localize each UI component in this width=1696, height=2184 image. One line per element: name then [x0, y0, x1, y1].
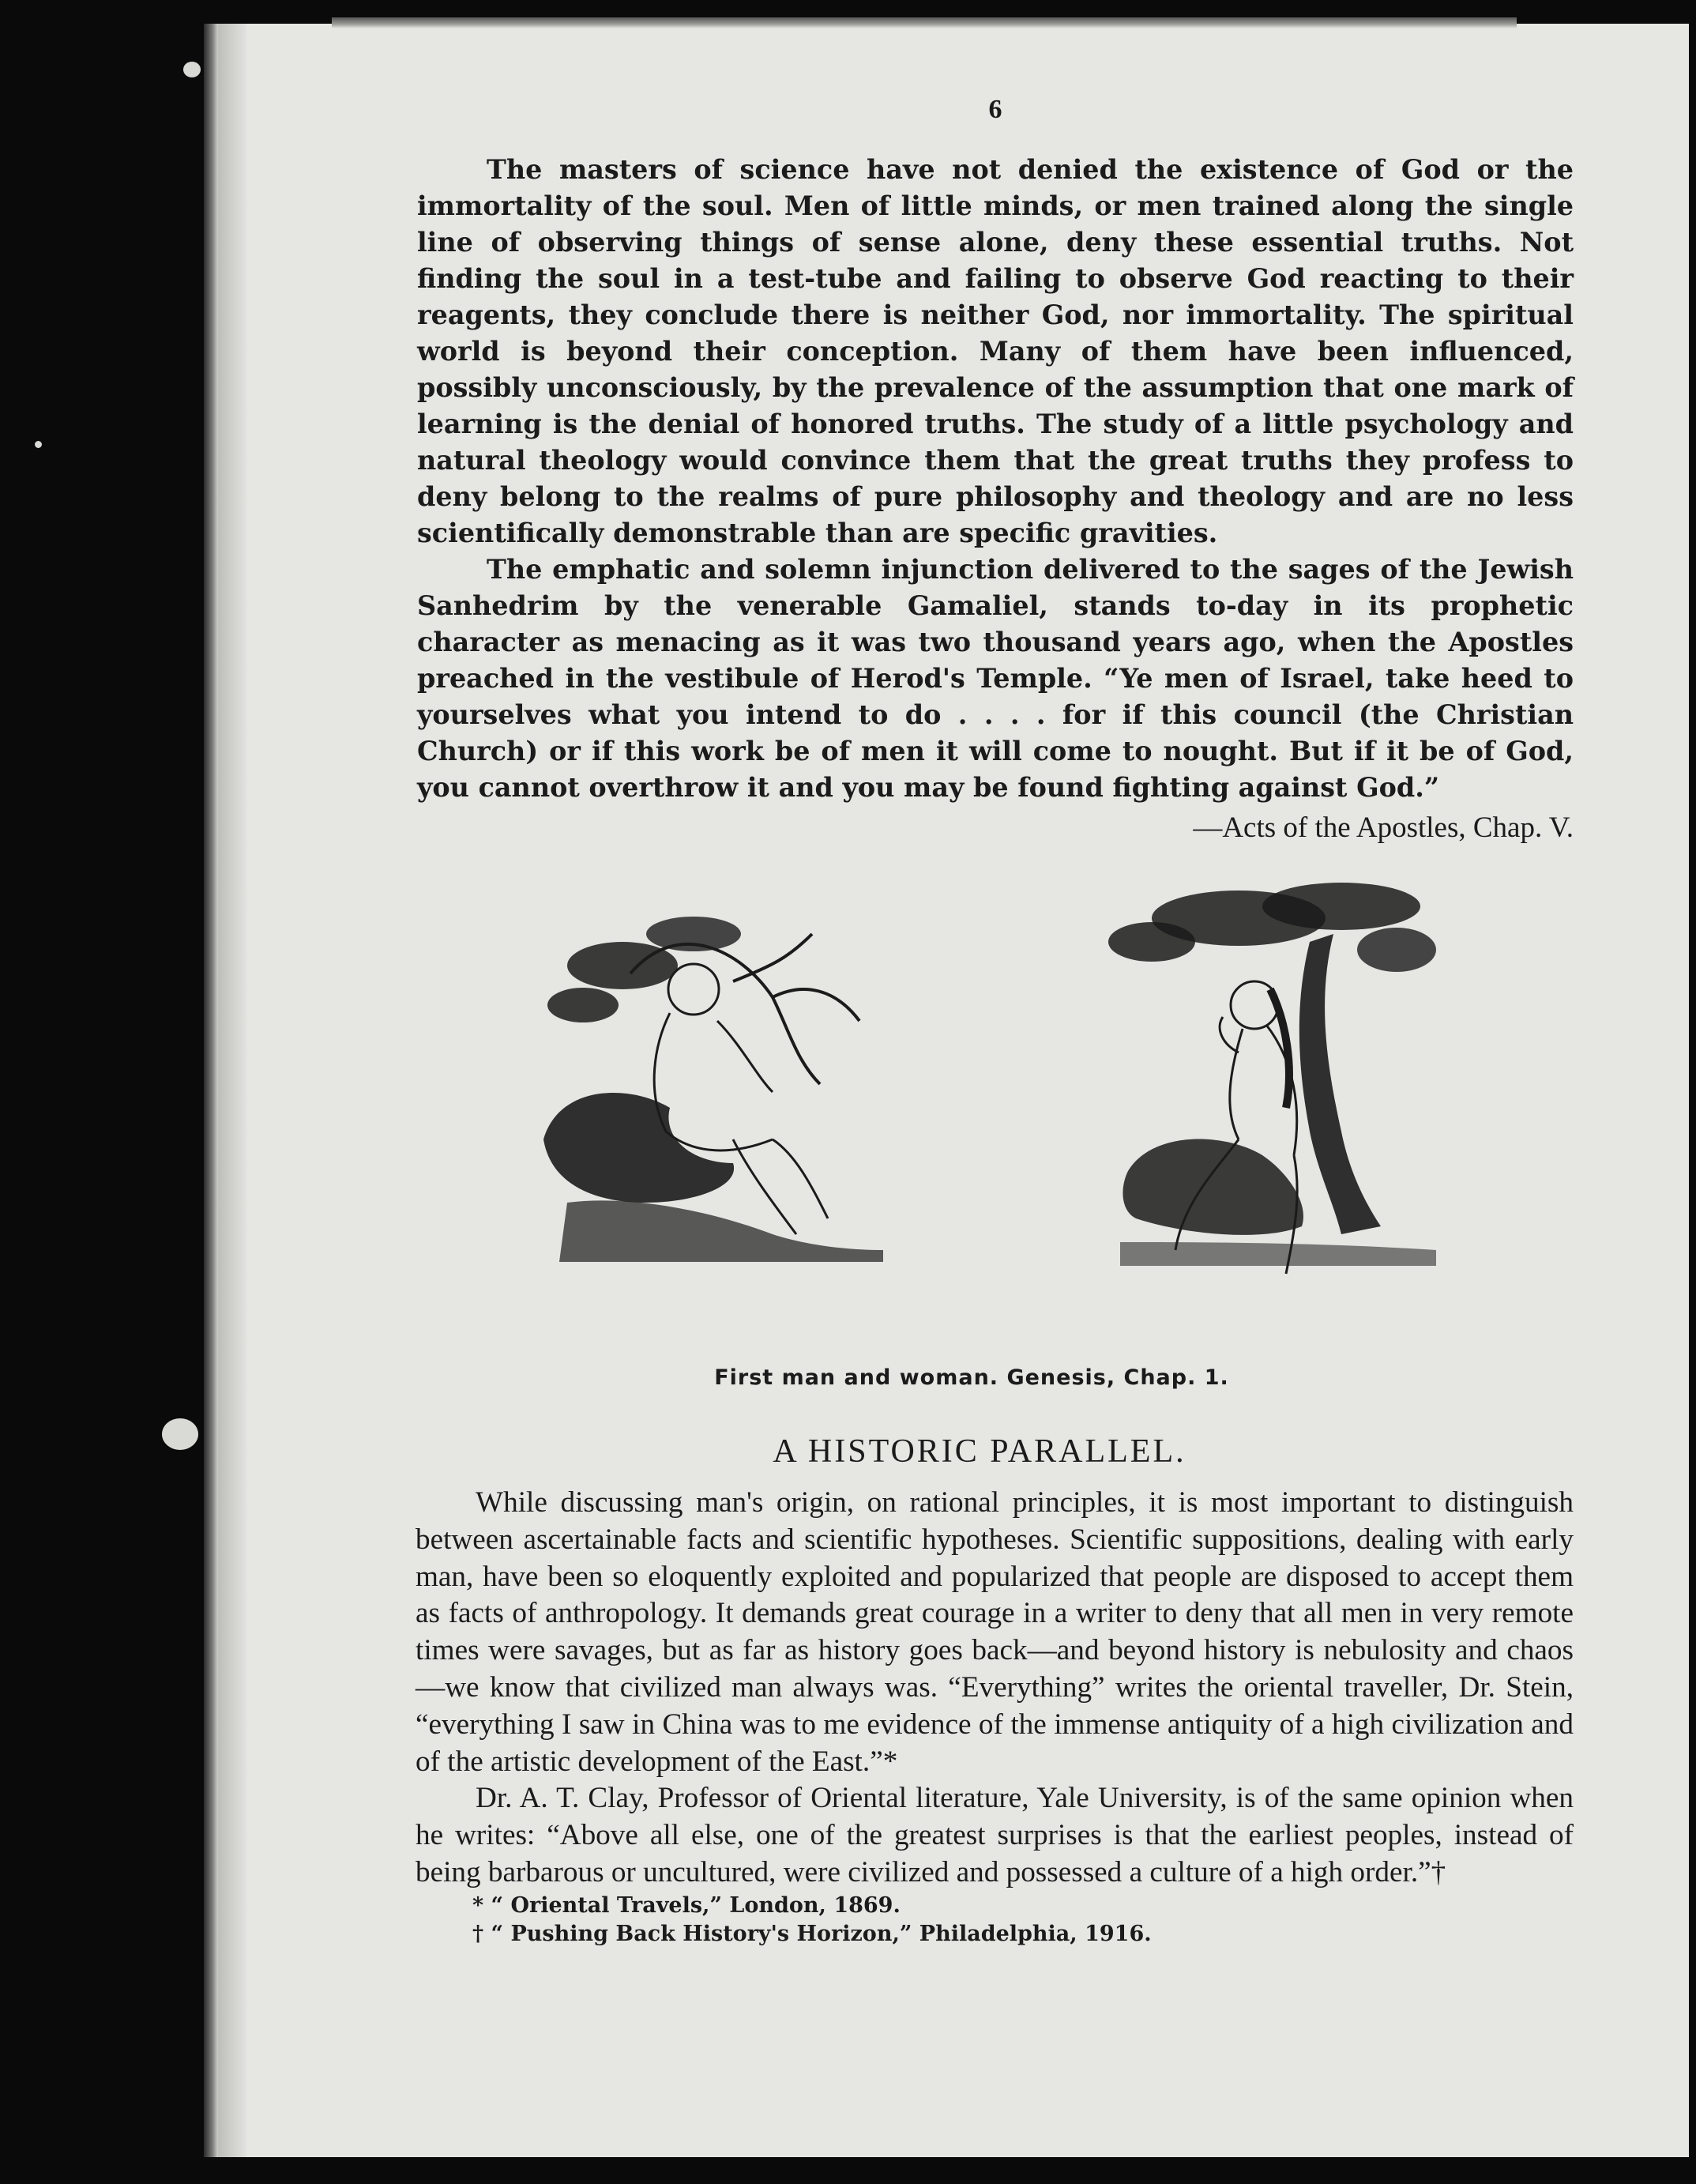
quote-attribution: —Acts of the Apostles, Chap. V. — [1193, 811, 1574, 844]
page-gutter — [218, 24, 246, 2157]
footnote: † “ Pushing Back History's Horizon,” Philadelphia, 1916. — [472, 1921, 1152, 1946]
section-paragraph: While discussing man's origin, on rational principles, it is most important to distinguish between ascertainable facts and scientific hypotheses. Scientific suppositions, dealing with early man, have been so eloquently exploited and popularized that people are disposed to accept them as facts of anthropology. It demands great courage in a writer to deny that all men in very remote times were savages, but as far as history goes back—and beyond history is nebulosity and chaos—we know that civilized man always was. “Everything” writes the oriental traveller, Dr. Stein, “everything I saw in China was to me evidence of the immense antiquity of a high civilization and of the artistic development of the East.”* — [416, 1486, 1574, 1778]
margin-speck — [183, 62, 201, 77]
eve-illustration — [1104, 871, 1452, 1297]
page-content — [417, 95, 1574, 1949]
page-gutter-shadow — [204, 24, 218, 2157]
margin-speck — [162, 1418, 198, 1450]
intro-paragraph: The masters of science have not denied the existence of God or the immortality of the soul. Men of little minds, or men trained along the single line of observing things of sense alone, deny these essential truths. Not finding the soul in a test-tube and failing to observe God reacting to their reagents, they conclude there is neither God, nor immortality. The spiritual world is beyond their conception. Many of them have been influenced, possibly unconsciously, by the prevalence of the assumption that one mark of learning is the denial of honored truths. The study of a little psychology and natural theology would convince them that the great truths they profess to deny belong to the realms of pure philosophy and theology and are no less scientifically demonstrable than are specific gravities. — [417, 154, 1574, 548]
figure-caption: First man and woman. Genesis, Chap. 1. — [714, 1365, 1229, 1390]
adam-illustration — [536, 902, 907, 1266]
intro-paragraph: The emphatic and solemn injunction delivered to the sages of the Jewish Sanhedrim by the venerable Gamaliel, stands to-day in its prophetic character as menacing as it was two thousand years ago, when the Apostles preached in the vestibule of Herod's Temple. “Ye men of Israel, take heed to yourselves what you intend to do . . . . for if this council (the Christian Church) or if this work be of men it will come to nought. But if it be of God, you cannot overthrow it and you may be found fighting against God.” — [417, 554, 1574, 803]
footnote: * “ Oriental Travels,” London, 1869. — [472, 1892, 901, 1918]
margin-speck — [35, 441, 42, 448]
page-number: 6 — [988, 95, 1002, 124]
page-top-edge — [332, 17, 1517, 28]
illustration-figure — [417, 863, 1574, 1369]
section-paragraph: Dr. A. T. Clay, Professor of Oriental literature, Yale University, is of the same opinion when he writes: “Above all else, one of the greatest surprises is that the earliest peoples, instead of being barbarous or uncultured, were civilized and possessed a culture of a high order.”† — [416, 1782, 1574, 1888]
section-heading: A HISTORIC PARALLEL. — [773, 1433, 1186, 1470]
